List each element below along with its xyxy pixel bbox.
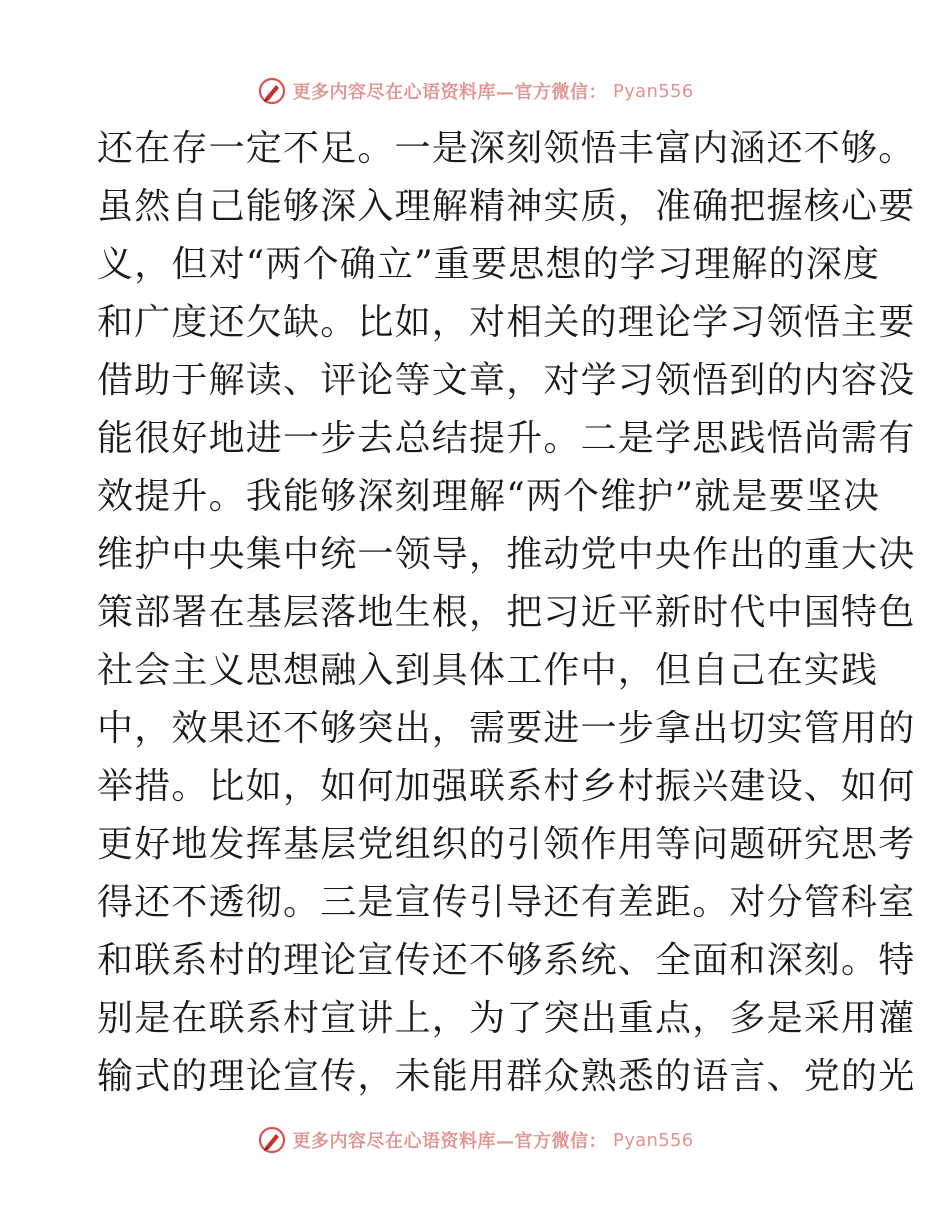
text-line: 虽然自己能够深入理解精神实质，准确把握核心要: [97, 186, 916, 227]
footer-watermark: [0, 1120, 950, 1160]
text-line: 中，效果还不够突出，需要进一步拿出切实管用的: [97, 708, 916, 749]
text-line: 还在存一定不足。一是深刻领悟丰富内涵还不够。: [97, 128, 916, 169]
text-line: 能很好地进一步去总结提升。二是学思践悟尚需有: [97, 418, 916, 459]
text-line: 社会主义思想融入到具体工作中，但自己在实践: [97, 650, 879, 691]
text-line: 得还不透彻。三是宣传引导还有差距。对分管科室: [97, 882, 916, 923]
text-line: 别是在联系村宣讲上，为了突出重点，多是采用灌: [97, 998, 916, 1039]
watermark-text: 更多内容尽在心语资料库—官方微信：: [292, 1131, 608, 1152]
text-line: 和联系村的理论宣传还不够系统、全面和深刻。特: [97, 940, 916, 981]
text-line: 举措。比如，如何加强联系村乡村振兴建设、如何: [97, 766, 916, 807]
text-line: 更好地发挥基层党组织的引领作用等问题研究思考: [97, 824, 916, 865]
text-line: 策部署在基层落地生根，把习近平新时代中国特色: [97, 592, 916, 633]
text-line: 借助于解读、评论等文章，对学习领悟到的内容没: [97, 360, 916, 401]
watermark-text: 更多内容尽在心语资料库—官方微信：: [292, 82, 608, 103]
text-line: 输式的理论宣传，未能用群众熟悉的语言、党的光: [97, 1056, 916, 1097]
text-line: 效提升。我能够深刻理解“两个维护”就是要坚决: [97, 476, 881, 517]
text-line: 和广度还欠缺。比如，对相关的理论学习领悟主要: [97, 302, 916, 343]
body-text: [97, 120, 916, 1106]
watermark-wechat-id: Pyan556: [613, 80, 694, 102]
text-line: 义，但对“两个确立”重要思想的学习理解的深度: [97, 244, 881, 285]
watermark-wechat-id: Pyan556: [613, 1129, 694, 1151]
pen-logo-icon: [257, 76, 287, 106]
header-watermark: [0, 71, 950, 111]
pen-logo-icon: [257, 1125, 287, 1155]
text-line: 维护中央集中统一领导，推动党中央作出的重大决: [97, 534, 916, 575]
